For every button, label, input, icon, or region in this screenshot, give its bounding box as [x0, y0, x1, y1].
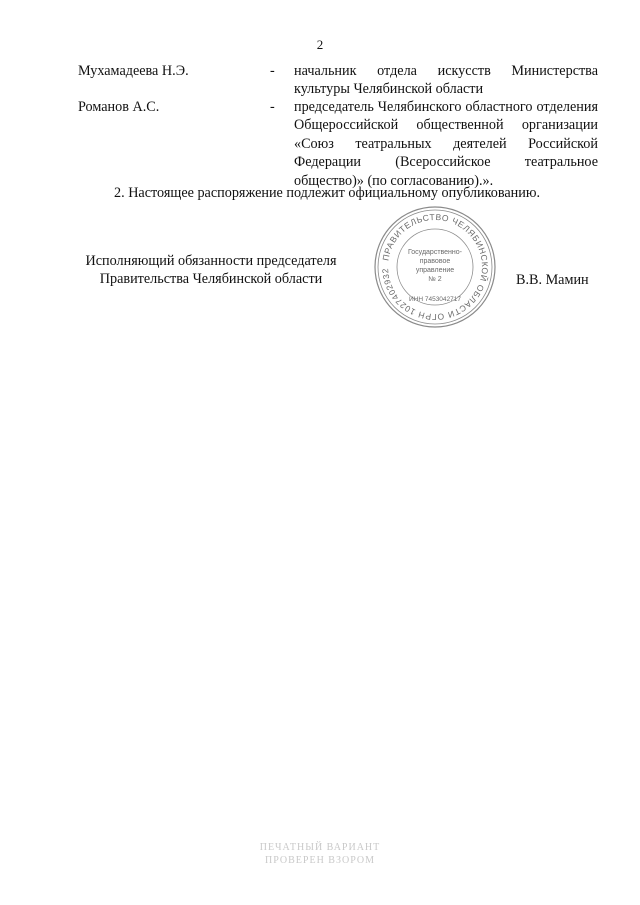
page-number: 2: [316, 37, 324, 52]
member-name: Романов А.С.: [78, 99, 160, 115]
member-name: Мухамадеева Н.Э.: [78, 63, 189, 79]
signatory-name: В.В. Мамин: [516, 272, 589, 288]
seal-center-text: Государственно-: [407, 249, 463, 256]
publication-paragraph: 2. Настоящее распоряжение подлежит официальному опубликованию.: [114, 185, 541, 201]
faint-footer-text: ПЕЧАТНЫЙ ВАРИАНТ: [259, 842, 381, 853]
official-seal: [372, 204, 498, 330]
seal-inn-text: ИНН 7453042717: [408, 296, 462, 303]
signatory-title-line: Правительства Челябинской области: [99, 271, 323, 288]
member-role: председатель Челябинского областного отделения Общероссийской общественной организации «Союз театральных деятелей Российской Федерации (Всероссийское театральное общество)» (по согласованию).».: [294, 99, 598, 189]
seal-stamp-icon: [372, 204, 498, 330]
seal-center-text: управление: [415, 267, 455, 274]
seal-ring-text: ПРАВИТЕЛЬСТВО ЧЕЛЯБИНСКОЙ ОБЛАСТИ ОГРН 1027402932: [379, 211, 491, 323]
faint-footer-text: ПРОВЕРЕН ВЗОРОМ: [265, 855, 375, 866]
signatory-title-line: Исполняющий обязанности председателя: [85, 253, 337, 269]
seal-center-text: № 2: [428, 276, 442, 283]
member-dash: -: [270, 99, 275, 115]
member-role: начальник отдела искусств Министерства культуры Челябинской области: [294, 63, 598, 98]
member-dash: -: [270, 63, 275, 79]
signatory-title: [76, 252, 346, 289]
seal-center-text: правовое: [419, 258, 451, 265]
